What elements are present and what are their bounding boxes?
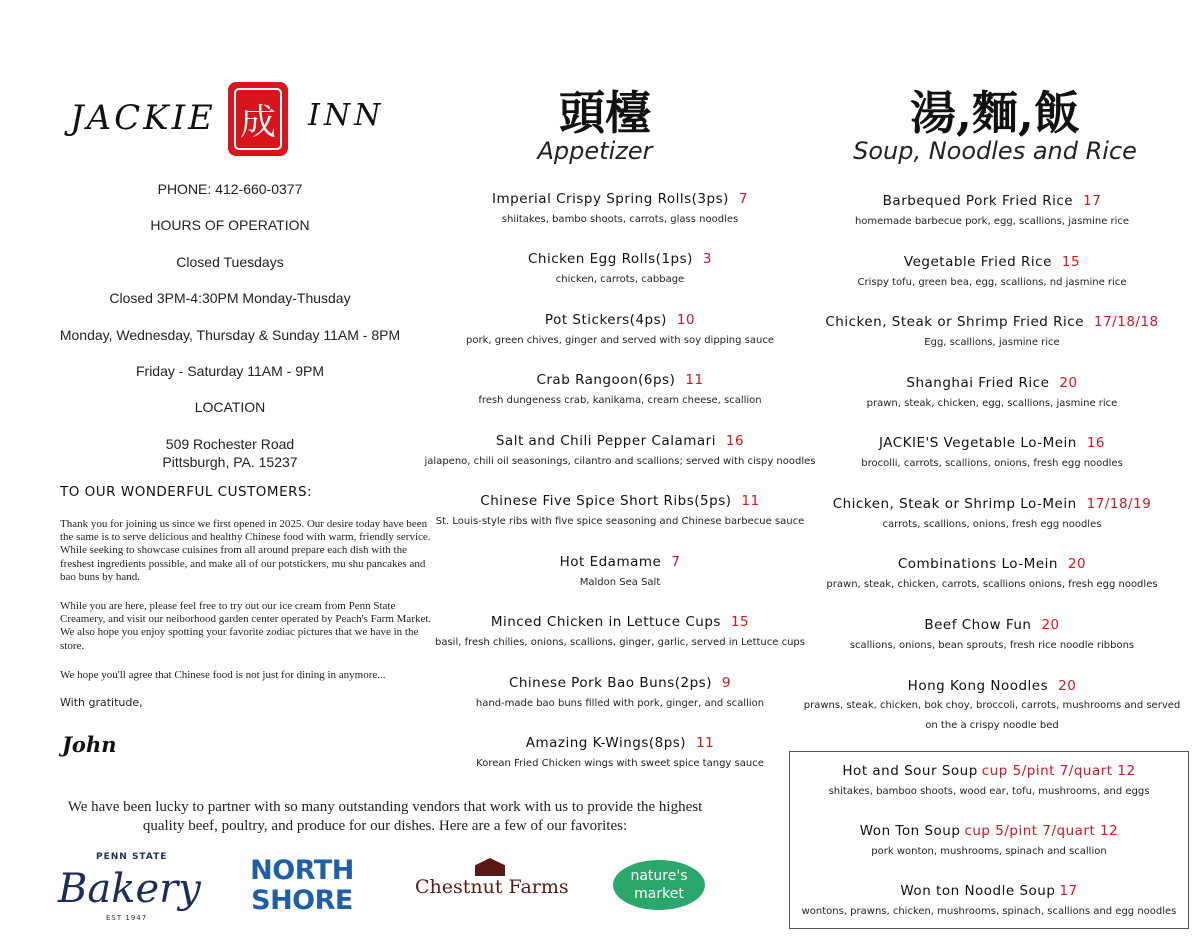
item-name: Hot Edamame [559, 554, 662, 570]
item-price: 20 [1067, 556, 1087, 572]
weekday-hours: Monday, Wednesday, Thursday & Sunday 11AM - 8PM [59, 327, 401, 343]
item-price: 11 [696, 735, 715, 751]
natures-market-logo [613, 860, 705, 910]
item-description: shitakes, bamboo shoots, wood ear, tofu, mushrooms, and eggs [828, 786, 1150, 797]
natures-line-1: nature's [630, 868, 688, 884]
item-price: 16 [725, 433, 745, 449]
item-price: 17/18/18 [1094, 314, 1159, 330]
menu-item [790, 374, 1194, 410]
item-name: Combinations Lo-Mein [897, 556, 1058, 572]
signature: John [62, 732, 117, 757]
mains-cjk-title: 湯,麵,飯 [909, 86, 1081, 140]
closed-tuesdays: Closed Tuesdays [176, 254, 284, 270]
item-description: carrots, scallions, onions, fresh egg noodles [882, 519, 1102, 530]
north-shore-line-2: SHORE [251, 885, 353, 916]
item-price: 11 [741, 493, 760, 509]
item-name: Amazing K-Wings(8ps) [525, 735, 687, 751]
mains-title: Soup, Noodles and Rice [853, 137, 1137, 165]
logo-seal-icon [228, 82, 288, 156]
item-price: 16 [1086, 435, 1106, 451]
vendors-intro [40, 798, 730, 836]
menu-item [405, 311, 835, 347]
item-description: pork wonton, mushrooms, spinach and scallion [871, 846, 1107, 857]
item-description: Korean Fried Chicken wings with sweet spice tangy sauce [476, 758, 764, 769]
item-name: Won Ton Soup [859, 823, 961, 839]
item-name: Chinese Five Spice Short Ribs(5ps) [480, 493, 732, 509]
address-line-2: Pittsburgh, PA. 15237 [162, 454, 298, 470]
mains-header [830, 88, 1160, 164]
menu-item [405, 553, 835, 589]
item-price: cup 5/pint 7/quart 12 [964, 823, 1119, 839]
menu-item [790, 192, 1194, 228]
item-description: fresh dungeness crab, kanikama, cream cheese, scallion [478, 395, 762, 406]
address-line-1: 509 Rochester Road [165, 436, 295, 452]
item-description: hand-made bao buns filled with pork, ginger, and scallion [475, 698, 765, 709]
chestnut-farms-logo [415, 858, 569, 908]
letter-closing: With gratitude, [60, 696, 143, 709]
item-name: Imperial Crispy Spring Rolls(3ps) [492, 191, 729, 207]
menu-item [405, 190, 835, 226]
menu-item [790, 822, 1188, 858]
chestnut-farms-name: Chestnut Farms [415, 876, 569, 898]
menu-item [790, 313, 1194, 349]
item-price: 15 [730, 614, 750, 630]
appetizer-cjk-title: 頭檯 [559, 86, 651, 140]
item-description: chicken, carrots, cabbage [555, 274, 685, 285]
menu-item [790, 555, 1194, 591]
menu-item [405, 250, 835, 286]
penn-state-bakery-logo [58, 852, 201, 928]
north-shore-line-1: NORTH [250, 855, 354, 886]
item-price: 20 [1041, 617, 1060, 633]
item-name: Chicken Egg Rolls(1ps) [528, 251, 693, 267]
item-name: Pot Stickers(4ps) [544, 312, 667, 328]
item-price: 17/18/19 [1086, 496, 1152, 512]
letter-paragraph-2: While you are here, please feel free to try out our ice cream from Penn State Creamery, and visit our neiborhood garden center operated by Peach's Farm Market. We also hope you enjoy spotting your favorite zodiac pictures that we have in the store. [60, 600, 432, 652]
item-price: cup 5/pint 7/quart 12 [981, 763, 1136, 779]
item-description: pork, green chives, ginger and served with soy dipping sauce [466, 335, 774, 346]
item-name: Minced Chicken in Lettuce Cups [490, 614, 721, 630]
item-price: 17 [1083, 193, 1102, 209]
menu-item [790, 495, 1194, 531]
item-description: Egg, scallions, jasmine rice [924, 337, 1060, 348]
item-price: 7 [738, 191, 748, 207]
item-name: JACKIE'S Vegetable Lo-Mein [878, 435, 1077, 451]
menu-item [405, 613, 835, 649]
appetizer-header [480, 88, 730, 164]
item-price: 15 [1061, 254, 1081, 270]
item-price: 20 [1059, 375, 1078, 391]
item-description: brocolli, carrots, scallions, onions, fresh egg noodles [861, 458, 1123, 469]
menu-item [405, 492, 835, 528]
item-description: homemade barbecue pork, egg, scallions, jasmine rice [854, 216, 1130, 227]
item-description: prawns, steak, chicken, bok choy, broccoli, carrots, mushrooms and served on the a crispy noodle bed [803, 700, 1181, 731]
logo-word-jackie: JACKIE [70, 98, 216, 138]
letter-title: TO OUR WONDERFUL CUSTOMERS: [60, 484, 313, 500]
item-name: Beef Chow Fun [924, 617, 1032, 633]
vendors-intro-line-1: We have been lucky to partner with so many outstanding vendors that work with us to provide the highest [67, 799, 703, 815]
item-description: jalapeno, chili oil seasonings, cilantro and scallions; served with cispy noodles [424, 456, 816, 467]
item-price: 9 [721, 675, 732, 691]
item-name: Crab Rangoon(6ps) [536, 372, 676, 388]
item-description: scallions, onions, bean sprouts, fresh rice noodle ribbons [849, 640, 1135, 651]
menu-item [405, 734, 835, 770]
location-heading: LOCATION [194, 399, 266, 415]
bakery-top-text: PENN STATE [96, 852, 168, 862]
logo-word-inn: INN [308, 98, 385, 133]
item-name: Chicken, Steak or Shrimp Fried Rice [825, 314, 1084, 330]
item-name: Hong Kong Noodles [907, 678, 1049, 694]
weekend-hours: Friday - Saturday 11AM - 9PM [135, 363, 325, 379]
letter-paragraph-1: Thank you for joining us since we first opened in 2025. Our desire today have been the same is to serve delicious and healthy Chinese food with warm, friendly service. While seeking to showcase cuisines from all around prepare each dish with the freshest ingredients possible, and make all of our potstickers, mu shu pancakes and bao buns by hand. [60, 518, 431, 583]
item-price: 7 [671, 554, 681, 570]
item-description: basil, fresh chilies, onions, scallions, ginger, garlic, served in Lettuce cups [435, 637, 805, 648]
natures-line-2: market [634, 886, 684, 902]
phone-number: PHONE: 412-660-0377 [157, 181, 303, 197]
vendors-intro-line-2: quality beef, poultry, and produce for our dishes. Here are a few of our favorites: [142, 818, 628, 834]
item-description: prawn, steak, chicken, egg, scallions, jasmine rice [866, 398, 1118, 409]
menu-item [790, 882, 1188, 918]
item-description: prawn, steak, chicken, carrots, scallions onions, fresh egg noodles [826, 579, 1158, 590]
soup-box [789, 751, 1189, 929]
closed-afternoon: Closed 3PM-4:30PM Monday-Thusday [109, 290, 351, 306]
item-name: Hot and Sour Soup [842, 763, 978, 779]
seal-glyph: 成 [234, 88, 282, 150]
letter-paragraph-3: We hope you'll agree that Chinese food is not just for dining in anymore... [60, 669, 386, 681]
menu-item [790, 253, 1194, 289]
item-name: Salt and Chili Pepper Calamari [495, 433, 716, 449]
item-description: shiitakes, bambo shoots, carrots, glass noodles [501, 214, 739, 225]
item-name: Chinese Pork Bao Buns(2ps) [508, 675, 712, 691]
item-description: Maldon Sea Salt [579, 577, 661, 588]
item-name: Shanghai Fried Rice [906, 375, 1050, 391]
menu-item [405, 432, 835, 468]
bakery-main-text: Bakery [58, 866, 201, 912]
item-name: Vegetable Fried Rice [903, 254, 1052, 270]
item-price: 20 [1058, 678, 1077, 694]
item-price: 17 [1059, 883, 1078, 899]
item-name: Won ton Noodle Soup [900, 883, 1056, 899]
hours-heading: HOURS OF OPERATION [150, 217, 310, 233]
item-name: Chicken, Steak or Shrimp Lo-Mein [832, 496, 1077, 512]
bakery-est-text: EST 1947 [106, 914, 148, 922]
item-price: 11 [685, 372, 704, 388]
menu-item [790, 434, 1194, 470]
menu-item [790, 616, 1194, 652]
item-name: Barbequed Pork Fried Rice [882, 193, 1074, 209]
item-price: 10 [676, 312, 696, 328]
item-description: St. Louis-style ribs with five spice seasoning and Chinese barbecue sauce [435, 516, 805, 527]
barn-icon [475, 858, 505, 876]
restaurant-logo [70, 80, 390, 160]
item-price: 3 [702, 251, 712, 267]
item-description: wontons, prawns, chicken, mushrooms, spinach, scallions and egg noodles [801, 906, 1177, 917]
north-shore-logo [238, 856, 366, 924]
menu-item [405, 371, 835, 407]
item-description: Crispy tofu, green bea, egg, scallions, nd jasmine rice [857, 277, 1127, 288]
appetizer-title: Appetizer [537, 137, 653, 165]
menu-item [790, 677, 1194, 736]
menu-item [405, 674, 835, 710]
menu-item [790, 762, 1188, 798]
